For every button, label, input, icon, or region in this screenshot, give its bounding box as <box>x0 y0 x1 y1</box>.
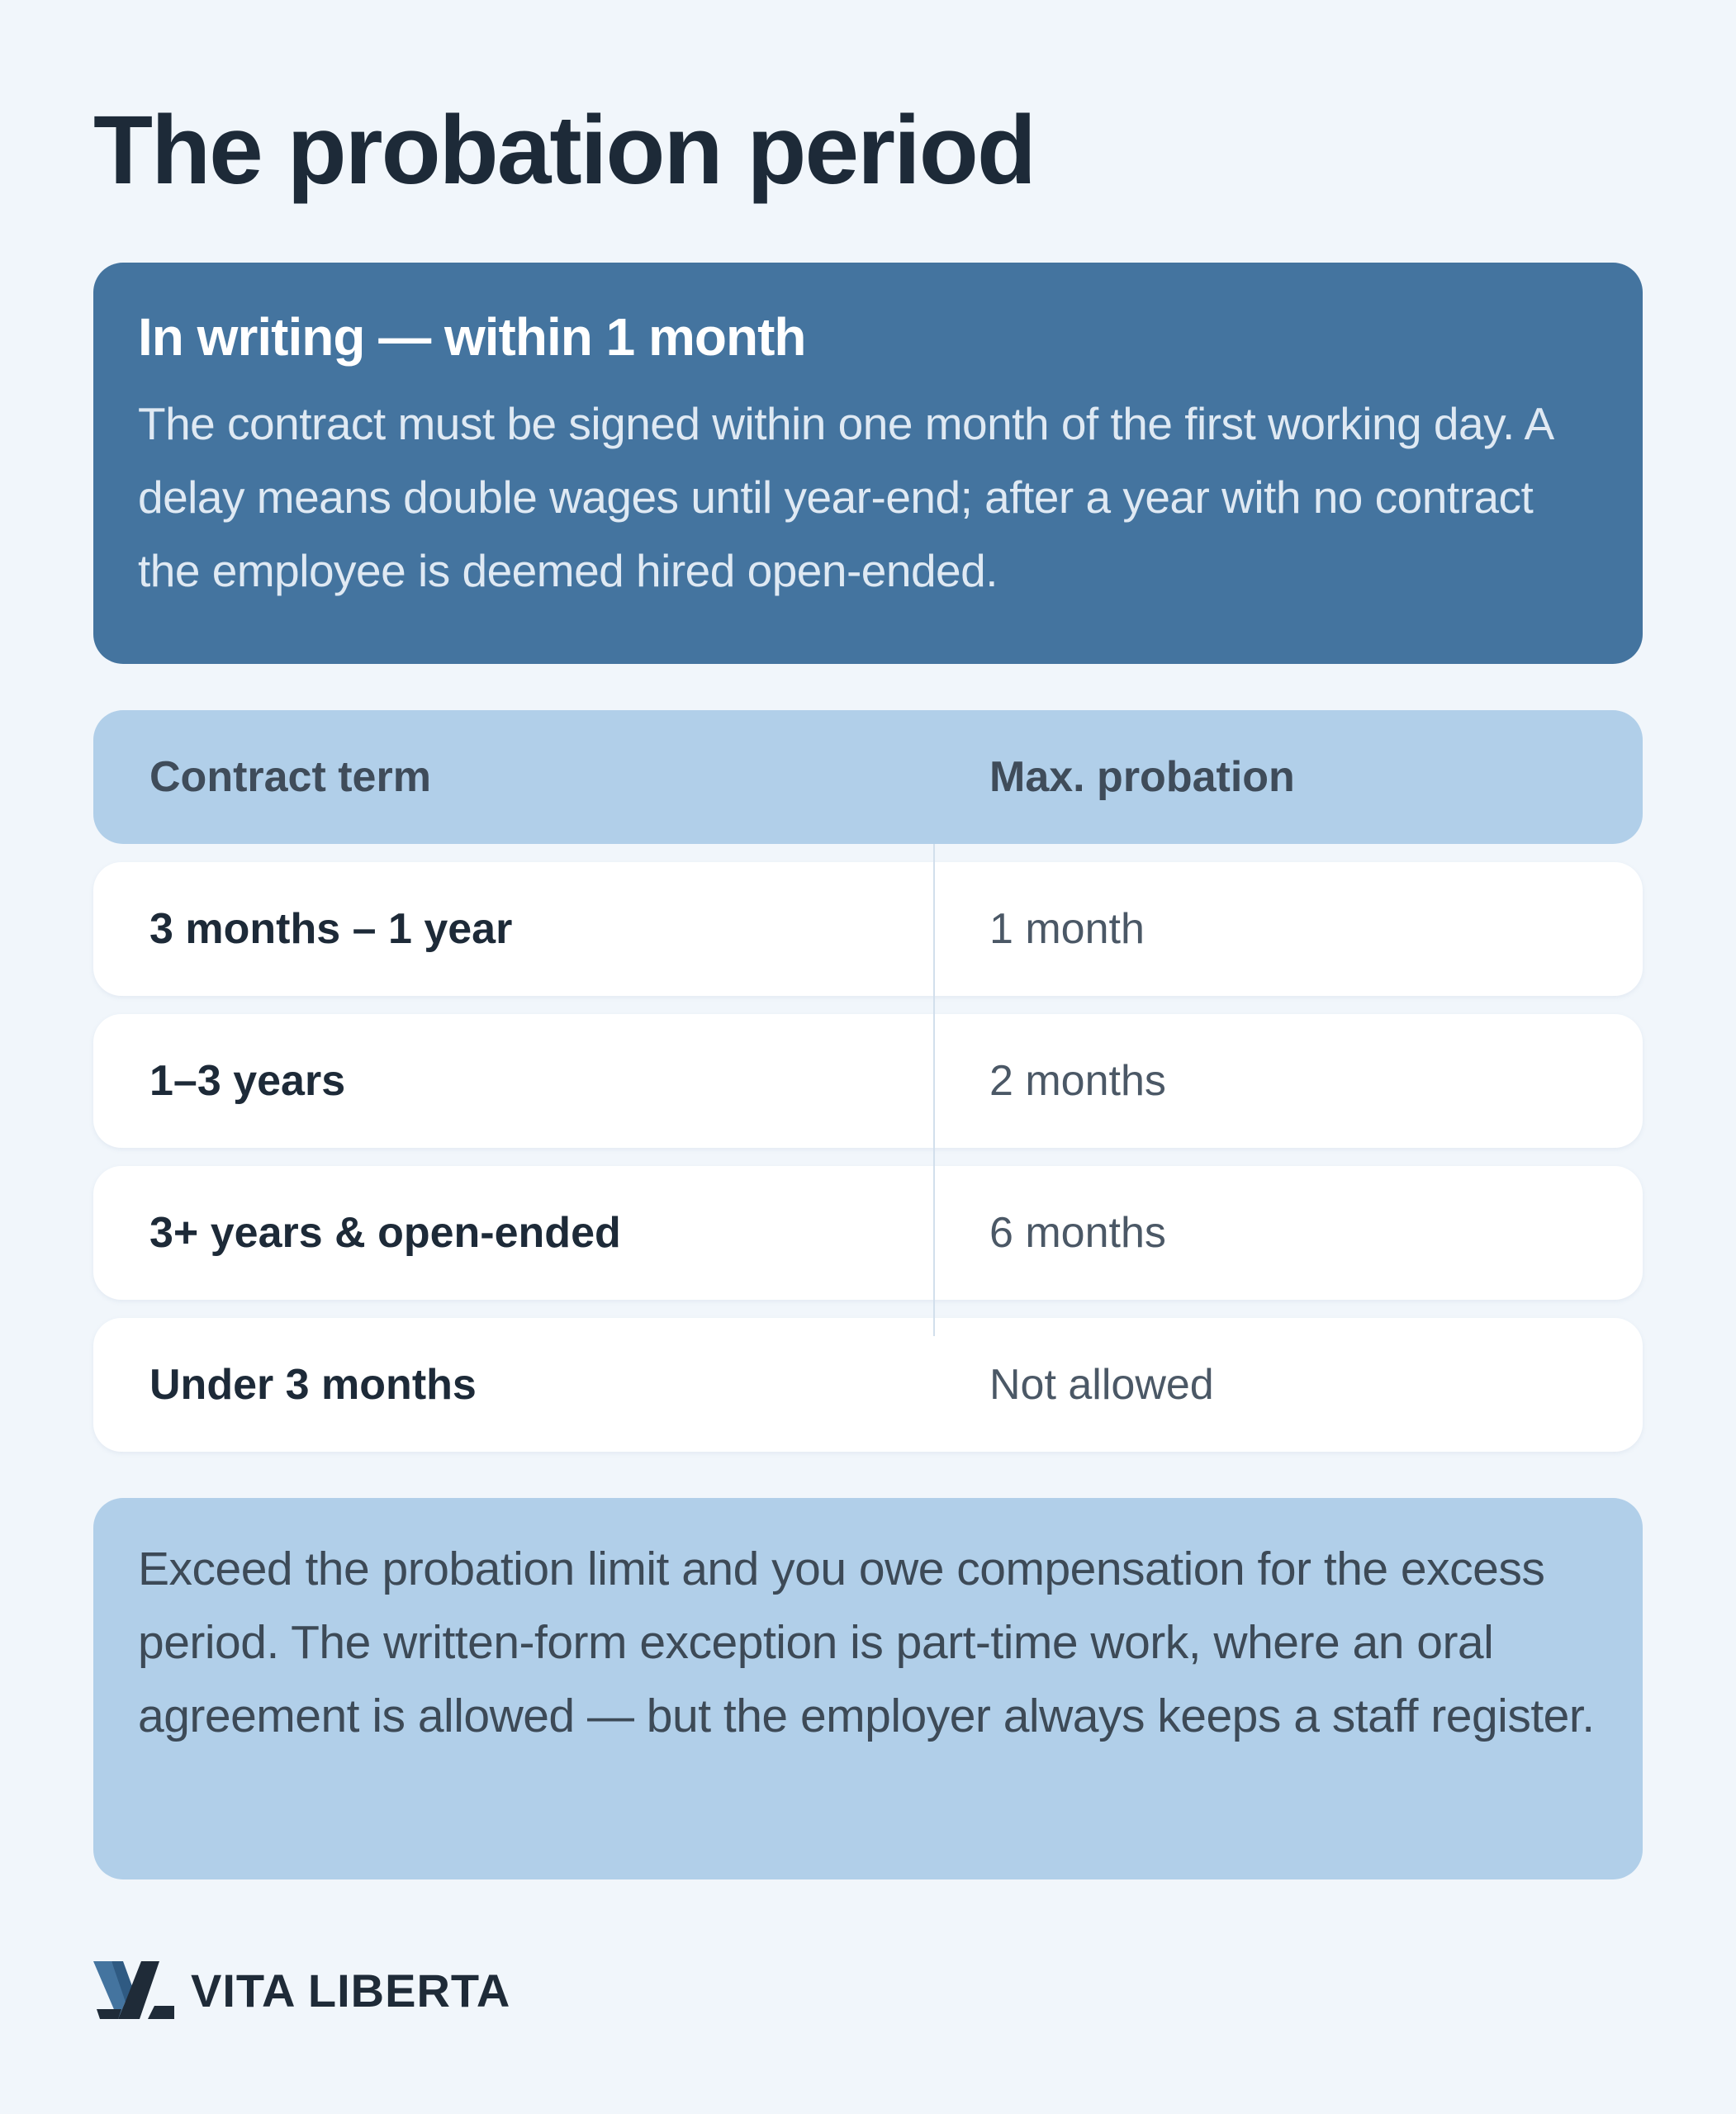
page-title: The probation period <box>93 96 1035 205</box>
table-row <box>93 1166 1643 1300</box>
vita-liberta-logo-icon <box>93 1960 174 2021</box>
probation-table <box>93 710 1643 1452</box>
row-max-probation: 2 months <box>989 1057 1166 1105</box>
row-contract-term: Under 3 months <box>149 1361 477 1409</box>
header-contract-term: Contract term <box>149 753 431 801</box>
table-header <box>93 710 1643 844</box>
header-max-probation: Max. probation <box>989 753 1295 801</box>
brand-name: VITA LIBERTA <box>191 1964 511 2017</box>
table-row <box>93 862 1643 996</box>
brand-logo <box>93 1959 510 2022</box>
row-contract-term: 3 months – 1 year <box>149 905 513 953</box>
callout-heading: In writing — within 1 month <box>138 307 806 367</box>
table-row <box>93 1014 1643 1148</box>
row-max-probation: 6 months <box>989 1209 1166 1257</box>
note-text: Exceed the probation limit and you owe compensation for the excess period. The written-form exception is part-time work, where an oral agreement is allowed — but the employer always keeps a staff register. <box>138 1543 1595 1742</box>
row-max-probation: 1 month <box>989 905 1145 953</box>
exception-note <box>93 1498 1643 1879</box>
written-form-callout <box>93 263 1643 664</box>
callout-body: The contract must be signed within one month of the first working day. A delay means double wages until year-end; after a year with no contract the employee is deemed hired open-ended. <box>138 397 1552 596</box>
row-contract-term: 1–3 years <box>149 1057 346 1105</box>
row-max-probation: Not allowed <box>989 1361 1214 1409</box>
column-divider <box>933 844 935 1336</box>
table-row <box>93 1318 1643 1452</box>
row-contract-term: 3+ years & open-ended <box>149 1209 621 1257</box>
